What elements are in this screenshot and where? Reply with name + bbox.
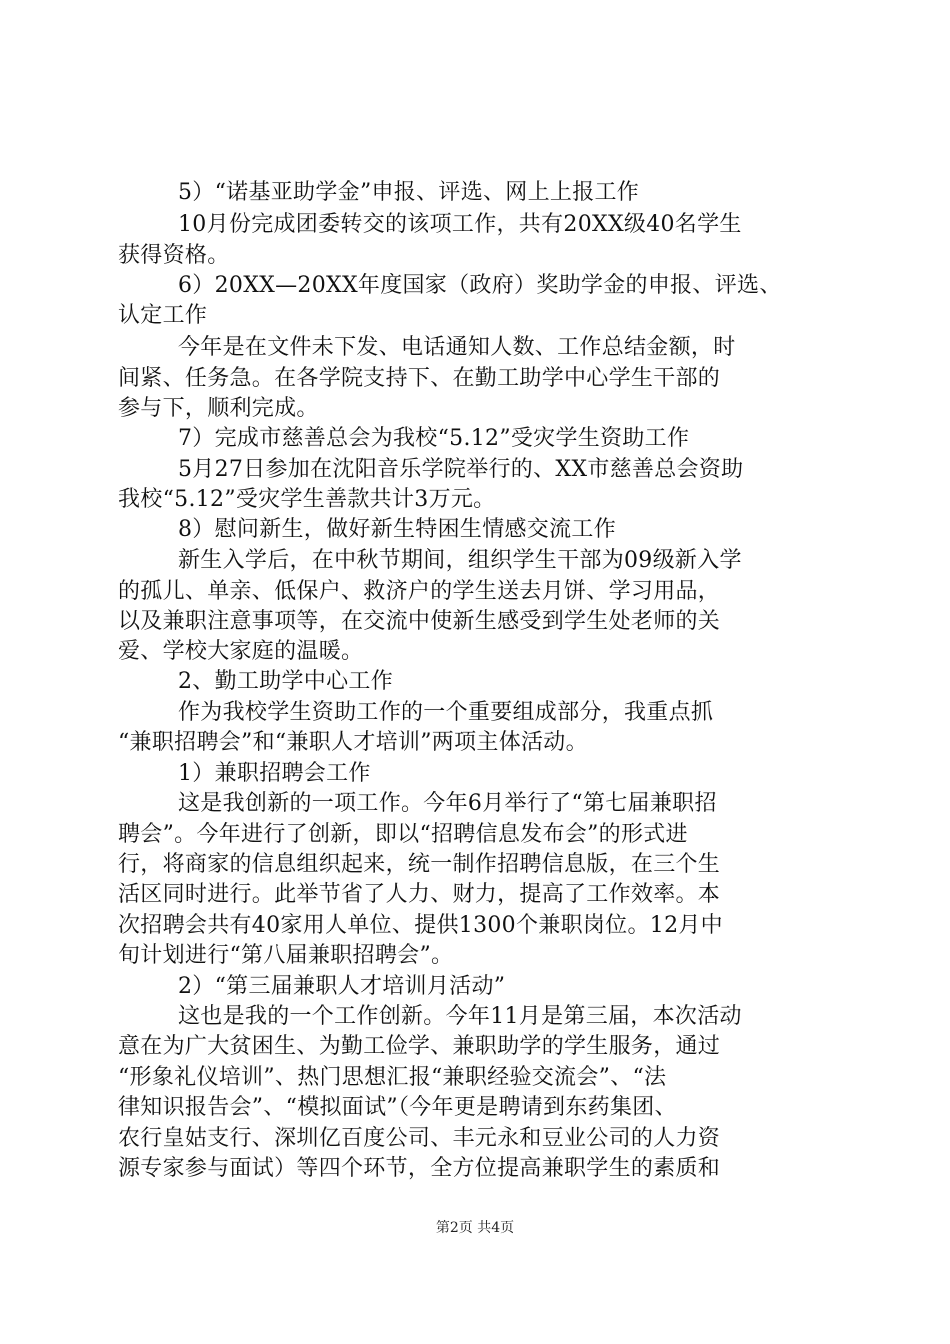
text-line: 旬计划进行“第八届兼职招聘会”。 [118, 943, 454, 968]
text-line: 源专家参与面试）等四个环节，全方位提高兼职学生的素质和 [118, 1156, 721, 1181]
text-line: 5）“诺基亚助学金”申报、评选、网上上报工作 [178, 180, 640, 205]
text-line: 我校“5.12”受灾学生善款共计3万元。 [118, 487, 496, 512]
text-line: “形象礼仪培训”、热门思想汇报“兼职经验交流会”、“法 [118, 1065, 667, 1090]
text-line: 6）20XX—20XX年度国家（政府）奖助学金的申报、评选、 [178, 273, 782, 298]
text-line: 今年是在文件未下发、电话通知人数、工作总结金额，时 [178, 335, 736, 360]
text-line: 参与下，顺利完成。 [118, 396, 319, 421]
text-line: 作为我校学生资助工作的一个重要组成部分，我重点抓 [178, 700, 714, 725]
text-line: 2）“第三届兼职人才培训月活动” [178, 974, 506, 999]
page-number-footer: 第2页 共4页 [435, 1220, 515, 1236]
text-line: 聘会”。今年进行了创新，即以“招聘信息发布会”的形式进 [118, 822, 688, 847]
text-line: 10月份完成团委转交的该项工作，共有20XX级40名学生 [178, 212, 742, 237]
text-line: 间紧、任务急。在各学院支持下、在勤工助学中心学生干部的 [118, 366, 721, 391]
text-line: 次招聘会共有40家用人单位、提供1300个兼职岗位。12月中 [118, 913, 723, 938]
text-line: 7）完成市慈善总会为我校“5.12”受灾学生资助工作 [178, 426, 690, 451]
text-line: 行，将商家的信息组织起来，统一制作招聘信息版，在三个生 [118, 852, 721, 877]
text-line: 认定工作 [118, 303, 208, 328]
text-line: 新生入学后，在中秋节期间，组织学生干部为09级新入学 [178, 548, 742, 573]
text-line: 1）兼职招聘会工作 [178, 761, 371, 786]
text-line: 8）慰问新生，做好新生特困生情感交流工作 [178, 517, 616, 542]
text-line: 农行皇姑支行、深圳亿百度公司、丰元永和豆业公司的人力资 [118, 1126, 721, 1151]
text-line: 的孤儿、单亲、低保户、救济户的学生送去月饼、学习用品， [118, 579, 721, 604]
text-line: 这是我创新的一项工作。今年6月举行了“第七届兼职招 [178, 791, 717, 816]
text-line: 意在为广大贫困生、为勤工俭学、兼职助学的学生服务，通过 [118, 1034, 721, 1059]
text-line: 5月27日参加在沈阳音乐学院举行的、XX市慈善总会资助 [178, 457, 744, 482]
text-line: 获得资格。 [118, 243, 230, 268]
text-line: “兼职招聘会”和“兼职人才培训”两项主体活动。 [118, 730, 588, 755]
text-line: 以及兼职注意事项等，在交流中使新生感受到学生处老师的关 [118, 609, 721, 634]
text-line: 爱、学校大家庭的温暖。 [118, 639, 364, 664]
text-line: 2、勤工助学中心工作 [178, 669, 393, 694]
text-line: 这也是我的一个工作创新。今年11月是第三届，本次活动 [178, 1004, 742, 1029]
text-line: 活区同时进行。此举节省了人力、财力，提高了工作效率。本 [118, 882, 721, 907]
text-line: 律知识报告会”、“模拟面试”（今年更是聘请到东药集团、 [118, 1095, 677, 1120]
